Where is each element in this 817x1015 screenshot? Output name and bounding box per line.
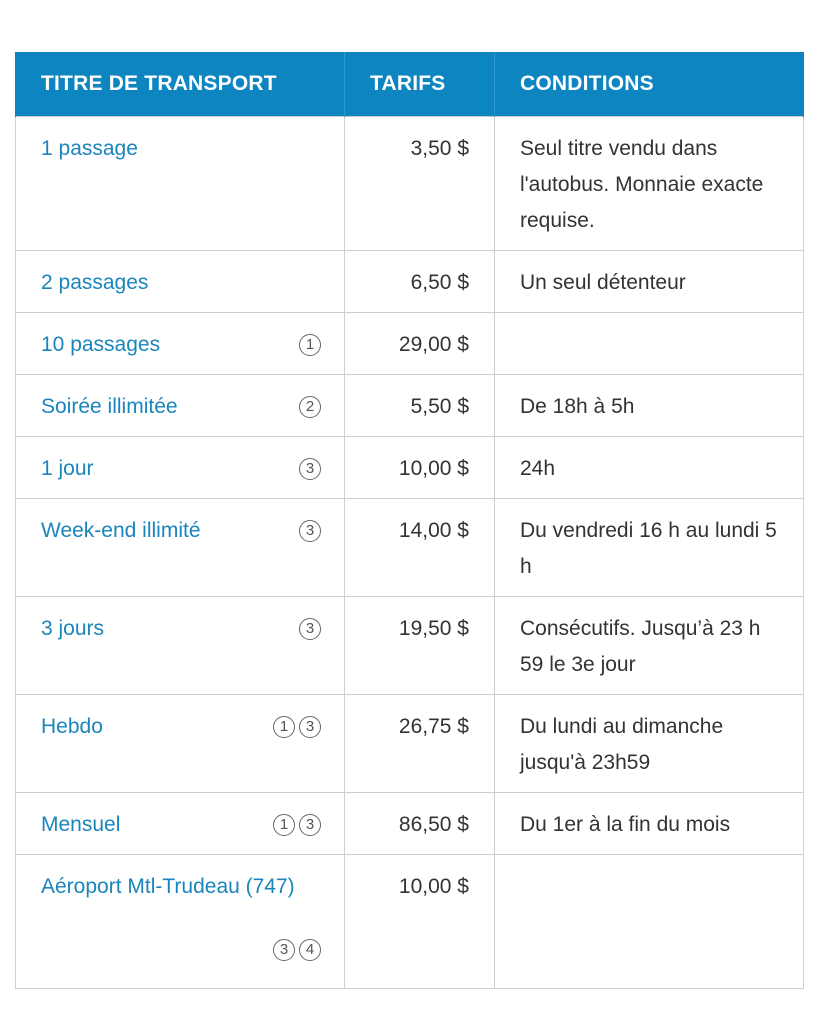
fare-name-cell xyxy=(16,854,345,988)
note-badge[interactable]: 3 xyxy=(299,520,321,542)
fare-link[interactable]: Soirée illimitée xyxy=(41,394,178,418)
table-row xyxy=(16,694,804,792)
fare-price: 6,50 $ xyxy=(345,250,495,312)
note-badges xyxy=(299,451,321,487)
fare-conditions: Consécutifs. Jusqu’à 23 h 59 le 3e jour xyxy=(495,596,804,694)
note-badge[interactable]: 4 xyxy=(299,939,321,961)
fare-link[interactable]: Aéroport Mtl-Trudeau (747) xyxy=(41,874,295,898)
header-conditions: CONDITIONS xyxy=(495,52,804,116)
note-badges xyxy=(273,709,321,745)
fare-conditions: Du lundi au dimanche jusqu'à 23h59 xyxy=(495,694,804,792)
fare-link[interactable]: 10 passages xyxy=(41,332,161,356)
fare-link[interactable]: 1 jour xyxy=(41,456,94,480)
note-badge[interactable]: 3 xyxy=(273,939,295,961)
fare-conditions xyxy=(495,854,804,988)
fare-price: 86,50 $ xyxy=(345,792,495,854)
fare-name-cell xyxy=(16,436,345,498)
fare-name-cell xyxy=(16,250,345,312)
note-badges xyxy=(273,807,321,843)
fare-link[interactable]: 1 passage xyxy=(41,136,138,160)
fare-link[interactable]: 2 passages xyxy=(41,270,149,294)
note-badges xyxy=(273,932,321,968)
fare-conditions: Du vendredi 16 h au lundi 5 h xyxy=(495,498,804,596)
fare-link[interactable]: 3 jours xyxy=(41,616,105,640)
table-row xyxy=(16,596,804,694)
note-badge[interactable]: 1 xyxy=(273,814,295,836)
fare-link[interactable]: Week-end illimité xyxy=(41,518,201,542)
note-badge[interactable]: 3 xyxy=(299,716,321,738)
header-row xyxy=(16,52,804,116)
fare-price: 29,00 $ xyxy=(345,312,495,374)
fare-name-cell xyxy=(16,116,345,250)
fare-name-cell xyxy=(16,694,345,792)
fare-price: 5,50 $ xyxy=(345,374,495,436)
fare-name-cell xyxy=(16,312,345,374)
fare-name-cell xyxy=(16,596,345,694)
fare-price: 10,00 $ xyxy=(345,854,495,988)
header-price: TARIFS xyxy=(345,52,495,116)
note-badges xyxy=(299,611,321,647)
note-badges xyxy=(299,389,321,425)
fare-conditions: Un seul détenteur xyxy=(495,250,804,312)
note-badge[interactable]: 1 xyxy=(299,334,321,356)
note-badge[interactable]: 1 xyxy=(273,716,295,738)
fare-price: 14,00 $ xyxy=(345,498,495,596)
header-title: TITRE DE TRANSPORT xyxy=(16,52,345,116)
table-row xyxy=(16,854,804,988)
fare-conditions: Du 1er à la fin du mois xyxy=(495,792,804,854)
note-badge[interactable]: 3 xyxy=(299,458,321,480)
fare-price: 26,75 $ xyxy=(345,694,495,792)
fare-conditions: De 18h à 5h xyxy=(495,374,804,436)
note-badge[interactable]: 3 xyxy=(299,618,321,640)
fares-table xyxy=(15,52,804,989)
fare-conditions xyxy=(495,312,804,374)
note-badges xyxy=(299,327,321,363)
fare-name-cell xyxy=(16,498,345,596)
table-row xyxy=(16,436,804,498)
fare-price: 19,50 $ xyxy=(345,596,495,694)
table-row xyxy=(16,792,804,854)
table-header xyxy=(16,52,804,116)
fare-conditions: 24h xyxy=(495,436,804,498)
table-row xyxy=(16,116,804,250)
table-row xyxy=(16,312,804,374)
note-badge[interactable]: 3 xyxy=(299,814,321,836)
table-row xyxy=(16,250,804,312)
fare-link[interactable]: Mensuel xyxy=(41,812,121,836)
fare-link[interactable]: Hebdo xyxy=(41,714,103,738)
fare-name-cell xyxy=(16,374,345,436)
fare-name-cell xyxy=(16,792,345,854)
fare-price: 3,50 $ xyxy=(345,116,495,250)
note-badge[interactable]: 2 xyxy=(299,396,321,418)
table-row xyxy=(16,374,804,436)
note-badges xyxy=(299,513,321,549)
fare-price: 10,00 $ xyxy=(345,436,495,498)
fare-conditions: Seul titre vendu dans l'autobus. Monnaie exacte requise. xyxy=(495,116,804,250)
table-row xyxy=(16,498,804,596)
